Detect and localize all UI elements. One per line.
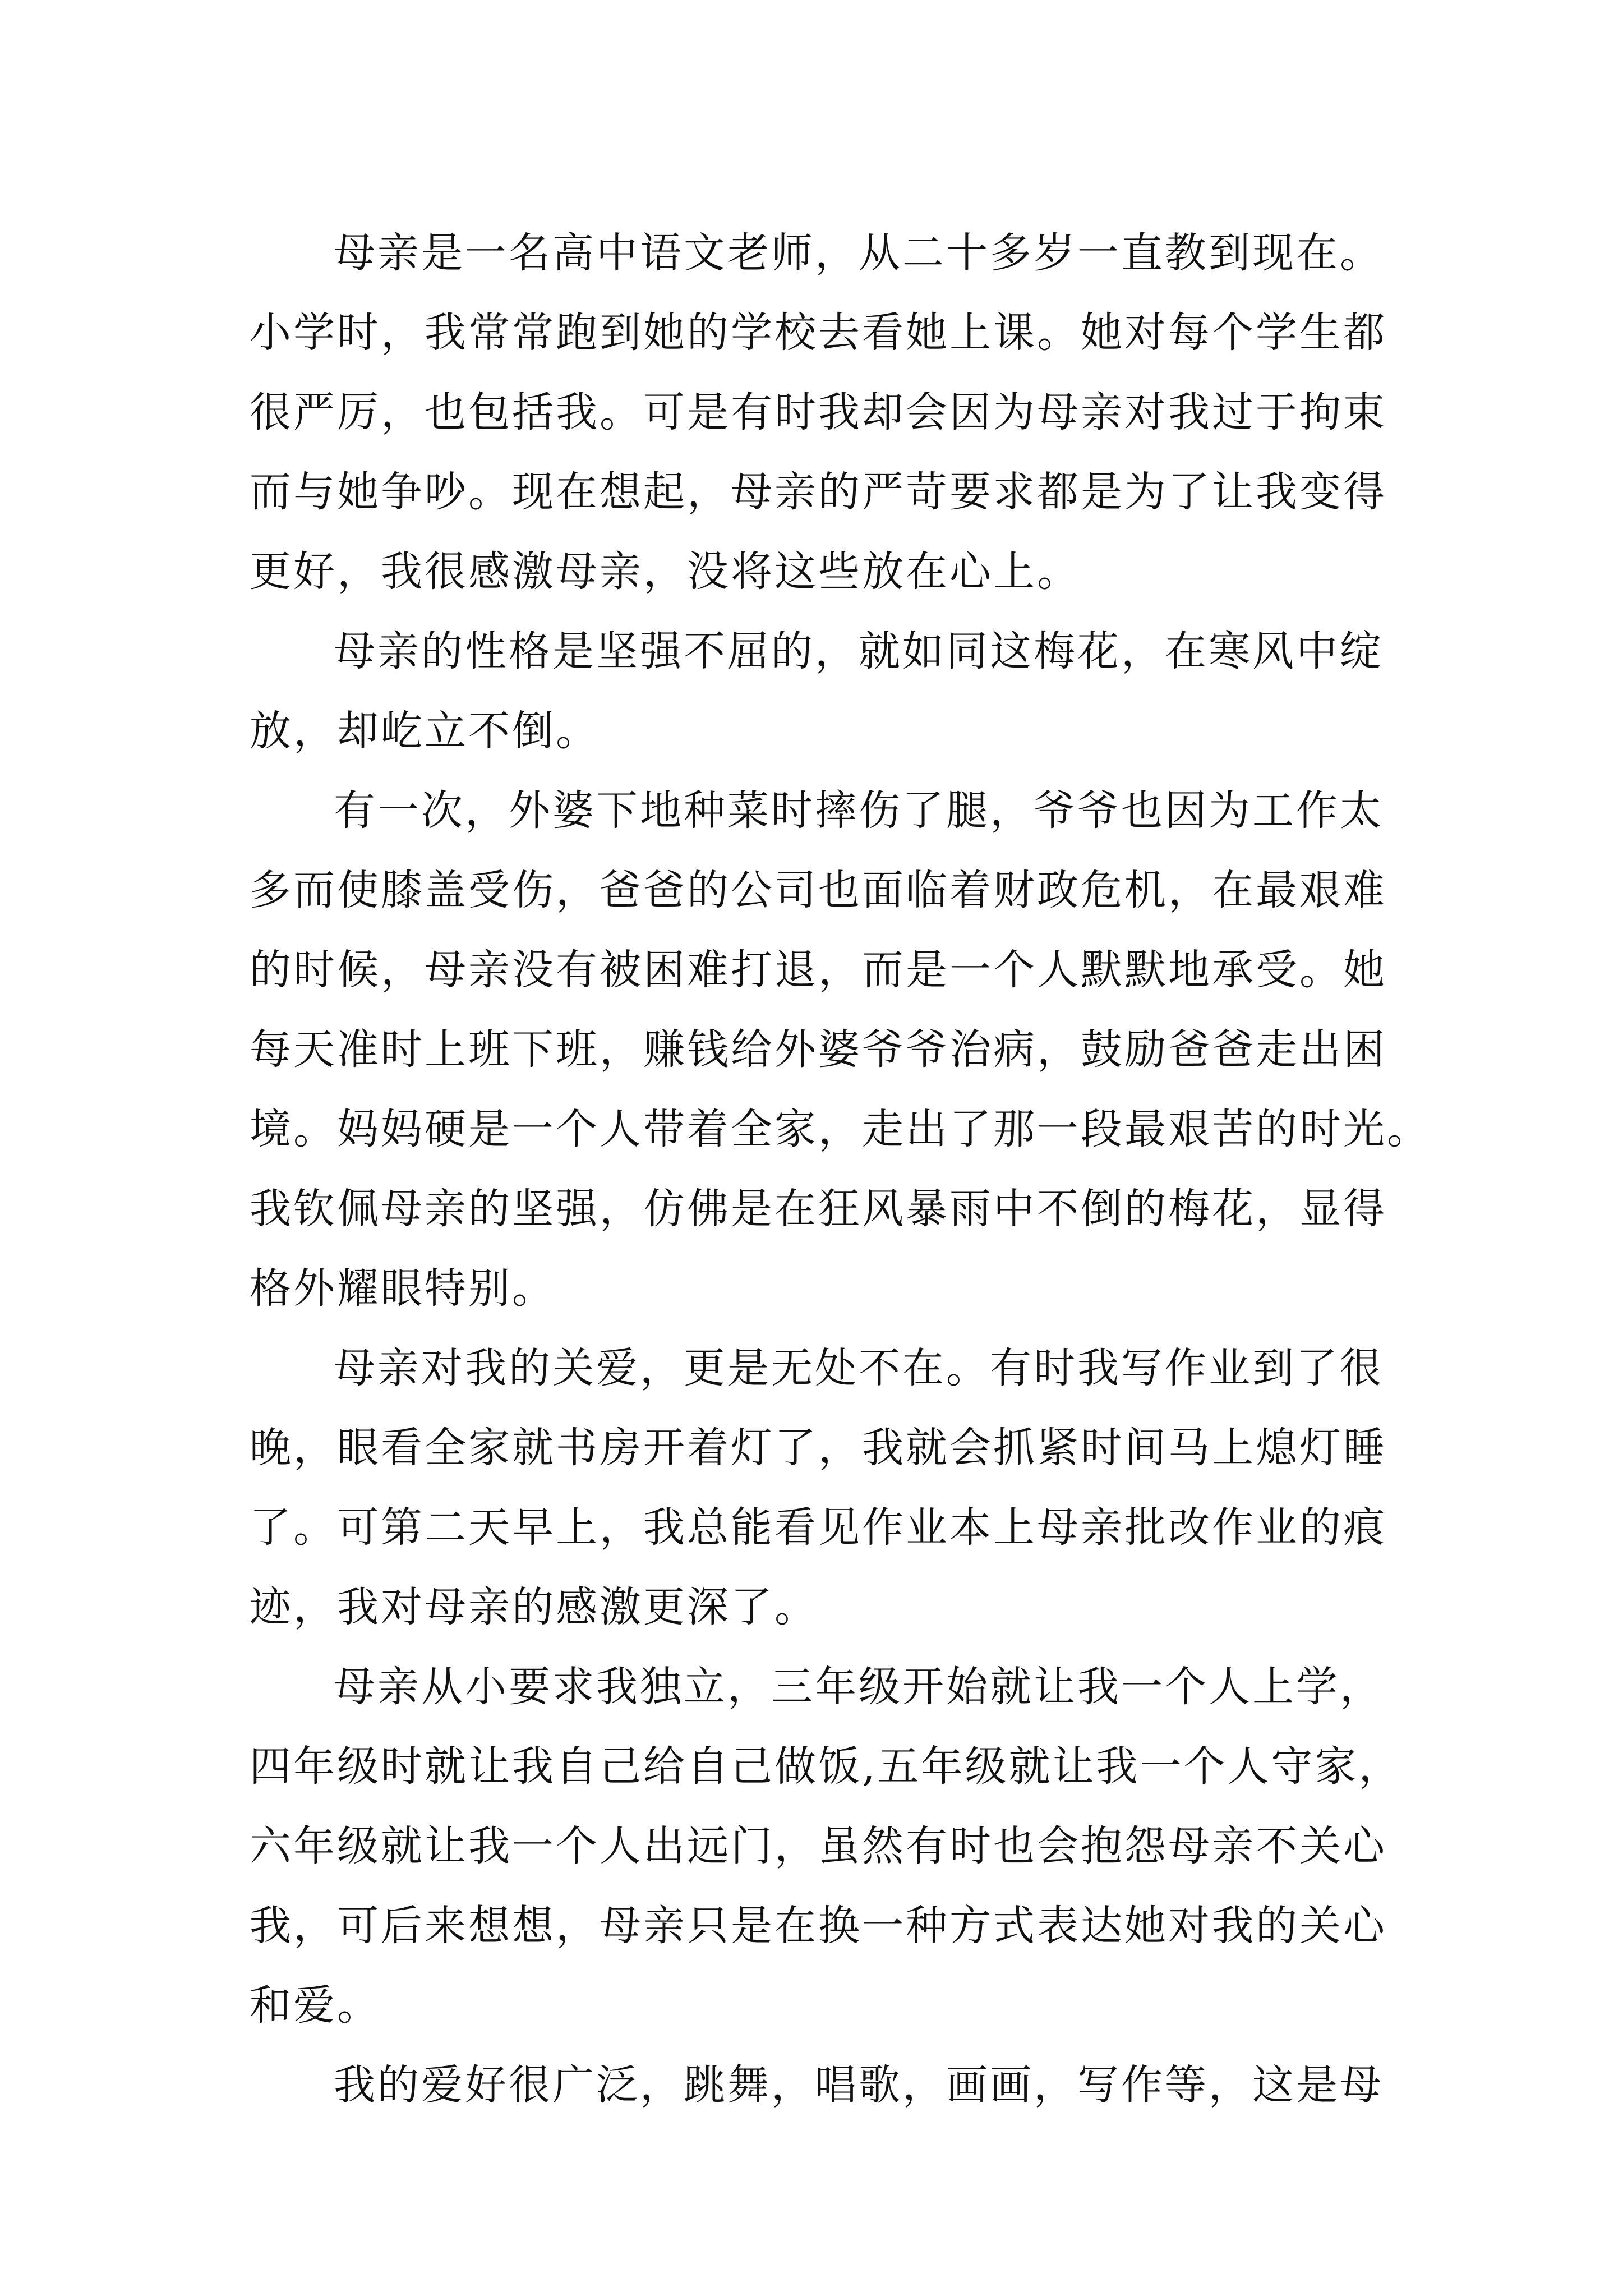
text-line: 我钦佩母亲的坚强，仿佛是在狂风暴雨中不倒的梅花，显得 (250, 1185, 1387, 1233)
text-line: 更好，我很感激母亲，没将这些放在心上。 (250, 547, 1081, 596)
text-line: 和爱。 (250, 1981, 381, 2030)
text-line: 每天准时上班下班，赚钱给外婆爷爷治病，鼓励爸爸走出困 (250, 1025, 1387, 1074)
text-line: 有一次，外婆下地种菜时摔伤了腿，爷爷也因为工作太 (334, 786, 1384, 835)
text-line: 母亲对我的关爱，更是无处不在。有时我写作业到了很 (334, 1344, 1384, 1392)
text-line: 母亲的性格是坚强不屈的，就如同这梅花，在寒风中绽 (334, 627, 1384, 675)
text-line: 六年级就让我一个人出远门，虽然有时也会抱怨母亲不关心 (250, 1822, 1387, 1870)
text-line: 放，却屹立不倒。 (250, 707, 600, 755)
text-line: 我，可后来想想，母亲只是在换一种方式表达她对我的关心 (250, 1902, 1387, 1950)
essay-body (250, 213, 1431, 2125)
text-line: 而与她争吵。现在想起，母亲的严苛要求都是为了让我变得 (250, 468, 1387, 516)
text-line: 晚，眼看全家就书房开着灯了，我就会抓紧时间马上熄灯睡 (250, 1424, 1387, 1472)
text-line: 迹，我对母亲的感激更深了。 (250, 1583, 818, 1631)
text-line: 境。妈妈硬是一个人带着全家，走出了那一段最艰苦的时光。 (250, 1105, 1431, 1153)
text-line: 母亲是一名高中语文老师，从二十多岁一直教到现在。 (334, 229, 1384, 277)
text-line: 小学时，我常常跑到她的学校去看她上课。她对每个学生都 (250, 309, 1387, 357)
text-line: 多而使膝盖受伤，爸爸的公司也面临着财政危机，在最艰难 (250, 866, 1387, 914)
text-line: 了。可第二天早上，我总能看见作业本上母亲批改作业的痕 (250, 1503, 1387, 1552)
text-line: 的时候，母亲没有被困难打退，而是一个人默默地承受。她 (250, 946, 1387, 994)
text-line: 格外耀眼特别。 (250, 1264, 556, 1313)
text-line: 四年级时就让我自己给自己做饭,五年级就让我一个人守家， (250, 1742, 1403, 1791)
text-line: 母亲从小要求我独立，三年级开始就让我一个人上学， (334, 1663, 1384, 1711)
text-line: 我的爱好很广泛，跳舞，唱歌，画画，写作等，这是母 (334, 2061, 1384, 2109)
text-line: 很严厉，也包括我。可是有时我却会因为母亲对我过于拘束 (250, 388, 1387, 436)
